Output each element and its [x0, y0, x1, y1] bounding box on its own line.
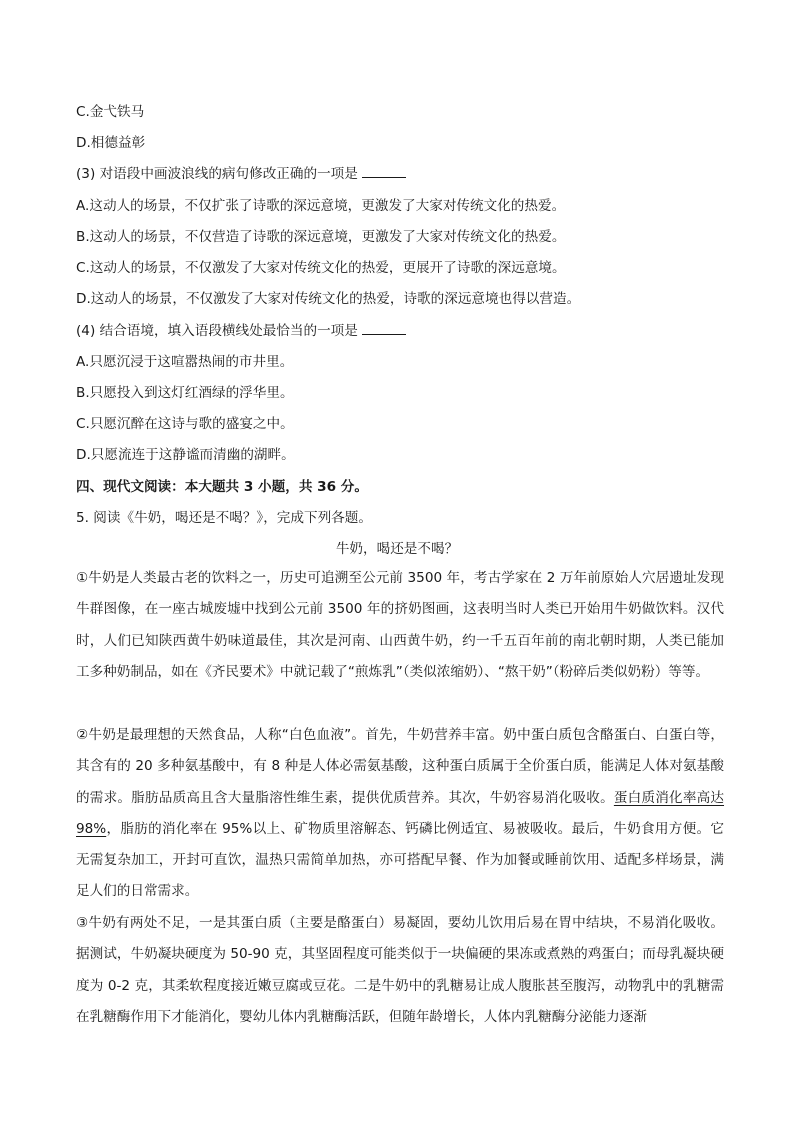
- question-4-text: (4) 结合语境，填入语段横线处最恰当的一项是: [76, 323, 358, 339]
- answer-blank: [362, 165, 406, 178]
- article-paragraph-3: ③牛奶有两处不足，一是其蛋白质（主要是酪蛋白）易凝固，要幼儿饮用后易在胃中结块，不易消化吸收。据测试，牛奶凝块硬度为 50-90 克，其坚固程度可能类似于一块偏硬的果冻或煮熟的鸡蛋白；而母乳凝块硬度为 0-2 克，其柔软程度接近嫩豆腐或豆花。二是牛奶中的乳糖易让成人腹胀甚至腹泻，动物乳中的乳糖需在乳糖酶作用下才能消化，婴幼儿体内乳糖酶活跃，但随年龄增长，人体内乳糖酶分泌能力逐渐: [76, 915, 724, 1025]
- option-q4-b: B.只愿投入到这灯红酒绿的浮华里。: [76, 385, 294, 401]
- underlined-phrase: 蛋白质消化率高达 98%: [76, 789, 725, 837]
- option-q4-a: A.只愿沉浸于这喧嚣热闹的市井里。: [76, 354, 294, 370]
- question-3-text: (3) 对语段中画波浪线的病句修改正确的一项是: [76, 166, 358, 182]
- question-5-intro: 5. 阅读《牛奶，喝还是不喝？》，完成下列各题。: [76, 510, 372, 526]
- section-heading: 四、现代文阅读：本大题共 3 小题，共 36 分。: [76, 479, 368, 495]
- option-q4-c: C.只愿沉醉在这诗与歌的盛宴之中。: [76, 416, 294, 432]
- paragraph-2-text-before: ②牛奶是最理想的天然食品，人称“白色血液”。首先，牛奶营养丰富。奶中蛋白质包含酪蛋白、白蛋白等，其含有的 20 多种氨基酸中，有 8 种是人体必需氨基酸，这种蛋白质属于全价蛋白质，能满足人体对氨基酸的需求。脂肪品质高且含大量脂溶性维生素，提供优质营养。其次，牛奶容易消化吸收。: [76, 727, 724, 806]
- option-q3-a: A.这动人的场景，不仅扩张了诗歌的深远意境，更激发了大家对传统文化的热爱。: [76, 198, 566, 214]
- option-q2-d: D.相德益彰: [76, 135, 146, 151]
- answer-blank: [362, 322, 406, 335]
- article-paragraph-1: ①牛奶是人类最古老的饮料之一，历史可追溯至公元前 3500 年，考古学家在 2 万年前原始人穴居遗址发现牛群图像，在一座古城废墟中找到公元前 3500 年的挤奶图画，这表明当时人类已开始用牛奶做饮料。汉代时，人们已知陕西黄牛奶味道最佳，其次是河南、山西黄牛奶，约一千五百年前的南北朝时期，人类已能加工多种奶制品，如在《齐民要术》中就记载了“煎炼乳”（类似浓缩奶）、“熬干奶”（粉碎后类似奶粉）等等。: [76, 570, 724, 680]
- option-q4-d: D.只愿流连于这静谧而清幽的湖畔。: [76, 447, 295, 463]
- option-q2-c: C.金弋铁马: [76, 104, 145, 120]
- option-q3-d: D.这动人的场景，不仅激发了大家对传统文化的热爱，诗歌的深远意境也得以营造。: [76, 291, 581, 307]
- question-4-stem: [76, 322, 406, 340]
- option-q3-c: C.这动人的场景，不仅激发了大家对传统文化的热爱，更展开了诗歌的深远意境。: [76, 260, 566, 276]
- option-q3-b: B.这动人的场景，不仅营造了诗歌的深远意境，更激发了大家对传统文化的热爱。: [76, 229, 566, 245]
- question-3-stem: [76, 165, 406, 183]
- article-title: 牛奶，喝还是不喝？: [335, 541, 459, 557]
- paragraph-2-text-after: ，脂肪的消化率在 95%以上、矿物质里溶解态、钙磷比例适宜、易被吸收。最后，牛奶食用方便。它无需复杂加工，开封可直饮，温热只需简单加热，亦可搭配早餐、作为加餐或睡前饮用、适配多样场景，满足人们的日常需求。: [76, 820, 724, 900]
- article-paragraph-2: [76, 720, 724, 908]
